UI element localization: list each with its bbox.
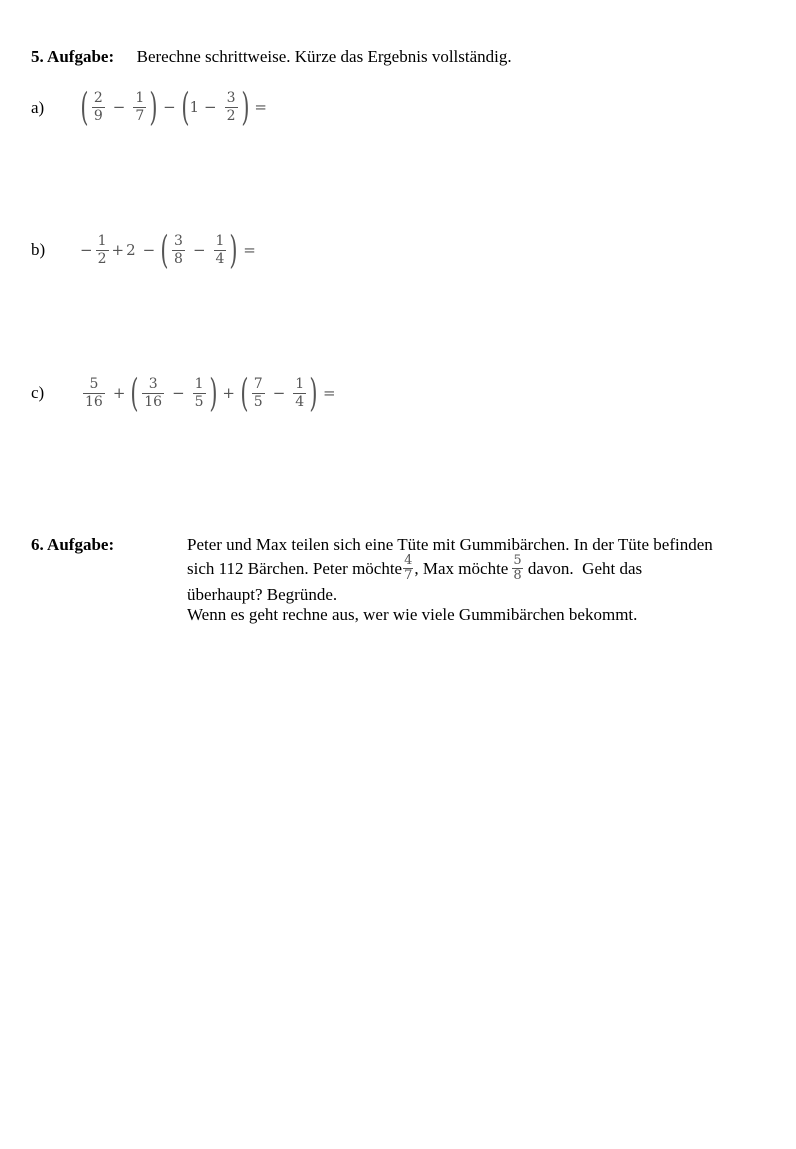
task5c-label: c) [31,383,45,402]
task5b-label: b) [31,240,46,259]
text-segment: , Max möchte [414,559,509,578]
denominator: 8 [513,567,522,583]
numerator: 5 [513,552,522,568]
numerator: 4 [404,552,413,568]
fraction [193,376,206,411]
open-paren: ( [180,85,190,129]
numerator: 1 [194,375,204,392]
numerator: 3 [174,232,183,249]
fraction [96,233,109,268]
task5-heading [31,47,512,67]
text-segment: sich 112 Bärchen. Peter möchte [187,559,403,578]
close-paren: ) [208,371,218,415]
numerator: 2 [93,89,103,106]
denominator: 2 [97,250,107,267]
task6-title: 6. Aufgabe: [31,535,115,554]
operator: − [272,384,286,402]
denominator: 8 [174,250,183,267]
task5a-expression [80,82,272,132]
denominator: 5 [253,393,263,410]
open-paren: ( [80,85,89,129]
equals-sign: = [254,98,267,116]
numerator: 7 [253,375,263,392]
close-paren: ) [229,228,238,272]
text-segment: davon. Geht das [523,559,643,578]
fraction [133,90,146,125]
open-paren: ( [240,371,249,415]
denominator: 9 [93,107,103,124]
denominator: 5 [194,393,204,410]
fraction [172,233,185,268]
task6-heading [31,535,114,555]
denominator: 4 [295,393,305,410]
fraction [214,233,227,268]
fraction [142,376,164,411]
task5a-label: a) [31,98,45,117]
open-paren: ( [160,228,169,272]
task6-text [187,535,747,625]
operator: − [172,384,185,402]
fraction [293,376,306,411]
denominator: 16 [144,393,163,410]
task5c-expression [80,368,341,418]
denominator: 7 [404,567,413,583]
task5-instruction: Berechne schrittweise. Kürze das Ergebnis vollständig. [136,47,512,66]
minus-sign: − [80,241,93,259]
task5-title: 5. Aufgabe: [31,47,115,66]
numerator: 1 [97,232,107,249]
numerator: 3 [226,89,236,106]
operator: − [142,241,156,259]
task6-line4: Wenn es geht rechne aus, wer wie viele Gummibärchen bekommt. [187,605,638,624]
operator: − [112,98,126,116]
fraction-max [512,554,522,583]
task6-line3: überhaupt? Begründe. [187,585,338,604]
close-paren: ) [240,85,250,129]
open-paren: ( [130,371,139,415]
fraction [92,90,105,125]
close-paren: ) [309,371,318,415]
numerator: 1 [295,375,305,392]
equals-sign: = [243,241,256,259]
numerator: 1 [215,232,225,249]
fraction-peter [403,554,413,583]
operator: − [204,98,217,116]
integer: 1 [189,98,200,116]
denominator: 2 [226,107,236,124]
numerator: 5 [89,375,99,392]
denominator: 7 [135,107,145,124]
fraction [225,90,238,125]
numerator: 1 [135,89,145,106]
task5b-expression [80,225,261,275]
operator: + [222,384,235,402]
operator: − [192,241,206,259]
integer: 2 [126,241,136,259]
fraction [252,376,265,411]
numerator: 3 [148,375,158,392]
operator: + [112,384,126,402]
denominator: 4 [215,250,225,267]
close-paren: ) [149,85,158,129]
task6-line2 [187,552,747,586]
denominator: 16 [85,393,103,410]
equals-sign: = [323,384,336,402]
task6-line1: Peter und Max teilen sich eine Tüte mit Gummibärchen. In der Tüte befinden [187,535,713,554]
operator: − [163,98,176,116]
operator: + [111,241,125,259]
fraction [83,376,105,411]
